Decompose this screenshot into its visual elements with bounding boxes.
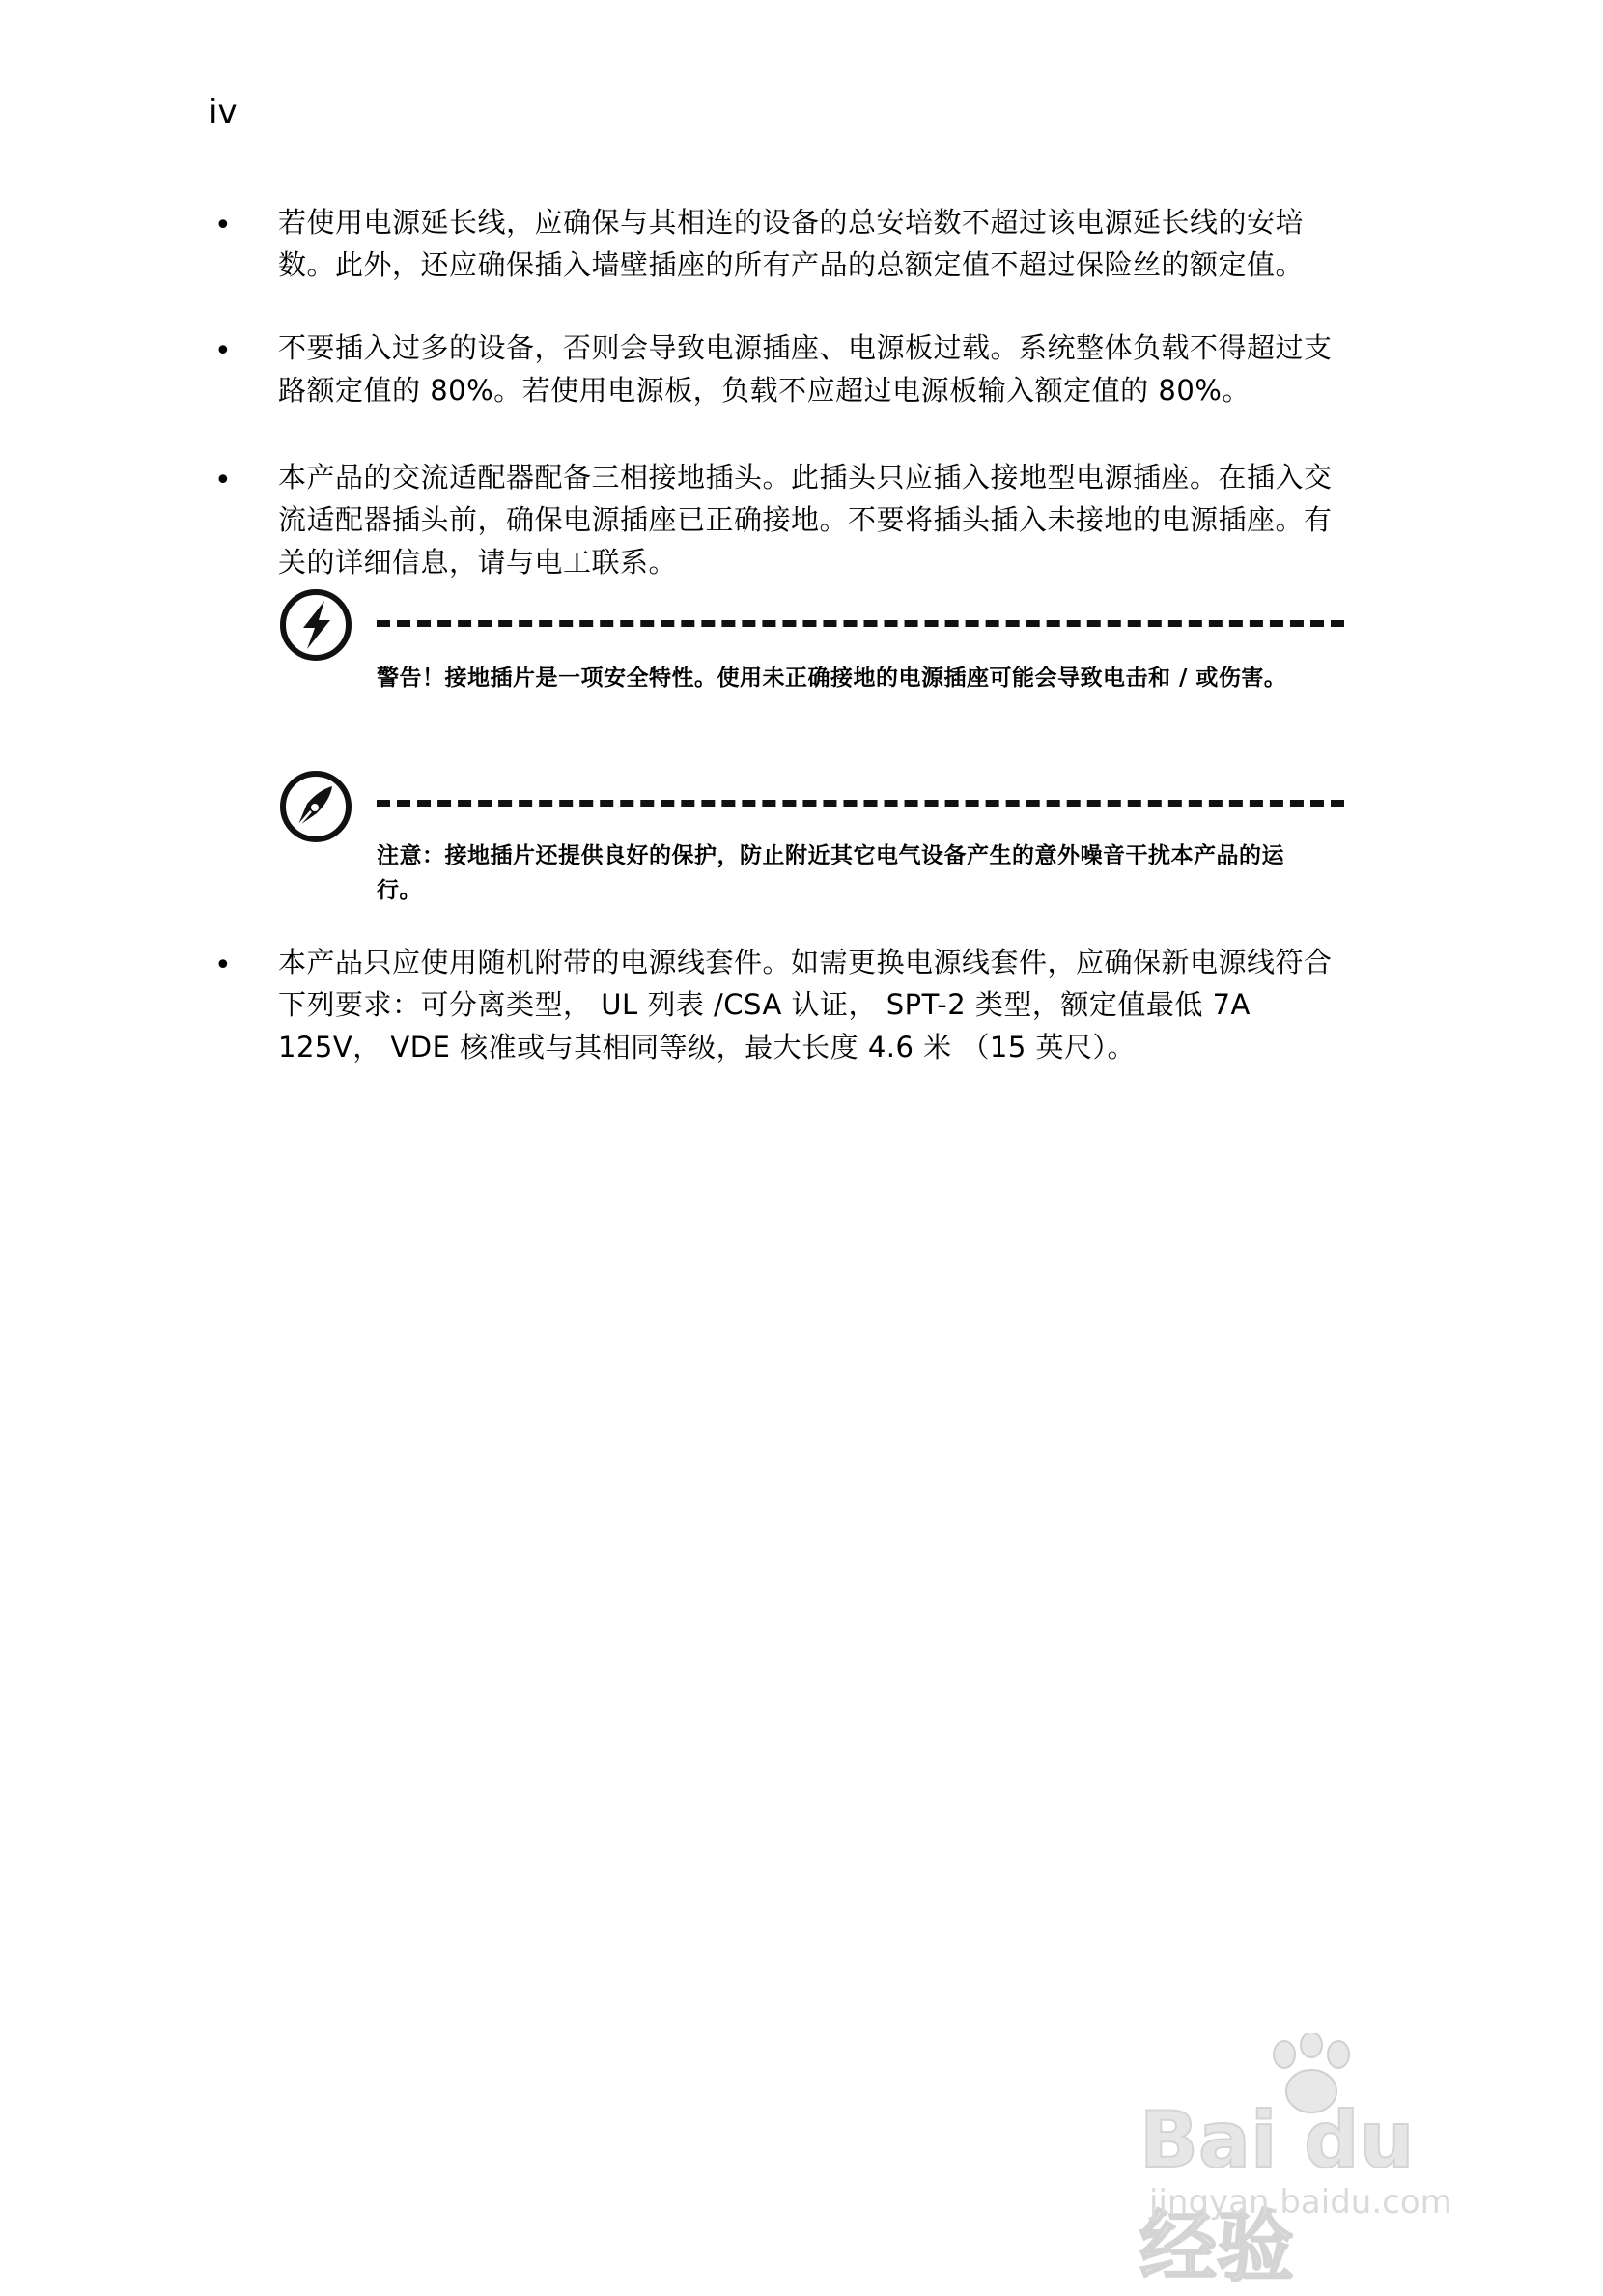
baidu-watermark (1139, 2033, 1506, 2292)
pen-nib-note-icon (278, 769, 353, 844)
lightning-warning-icon (278, 587, 353, 663)
bullet-symbol: • (214, 949, 232, 982)
watermark-brand: Bai du 经验 (1139, 2095, 1415, 2292)
page-number: iv (209, 93, 238, 131)
dashed-divider (377, 800, 1344, 807)
list-item-text: 不要插入过多的设备，否则会导致电源插座、电源板过载。系统整体负载不得超过支路额定值的 80%。若使用电源板，负载不应超过电源板输入额定值的 80%。 (278, 331, 1333, 407)
list-item-text: 本产品只应使用随机附带的电源线套件。如需更换电源线套件，应确保新电源线符合下列要求：可分离类型， UL 列表 /CSA 认证， SPT-2 类型，额定值最低 7A 125V， VDE 核准或与其相同等级，最大长度 4.6 米 （15 英尺）。 (278, 946, 1333, 1063)
dashed-divider (377, 620, 1344, 627)
warning-text: 警告！接地插片是一项安全特性。使用未正确接地的电源插座可能会导致电击和 / 或伤害。 (377, 666, 1287, 691)
note-text: 注意：接地插片还提供良好的保护，防止附近其它电气设备产生的意外噪音干扰本产品的运行。 (377, 843, 1284, 903)
watermark-url: jingyan.baidu.com (1149, 2183, 1452, 2222)
bullet-symbol: • (214, 334, 232, 368)
bullet-symbol: • (214, 464, 232, 497)
list-item-text: 本产品的交流适配器配备三相接地插头。此插头只应插入接地型电源插座。在插入交流适配器插头前，确保电源插座已正确接地。不要将插头插入未接地的电源插座。有关的详细信息，请与电工联系。 (278, 461, 1333, 579)
bullet-symbol: • (214, 209, 232, 242)
list-item-text: 若使用电源延长线，应确保与其相连的设备的总安培数不超过该电源延长线的安培数。此外，还应确保插入墙壁插座的所有产品的总额定值不超过保险丝的额定值。 (278, 206, 1305, 281)
